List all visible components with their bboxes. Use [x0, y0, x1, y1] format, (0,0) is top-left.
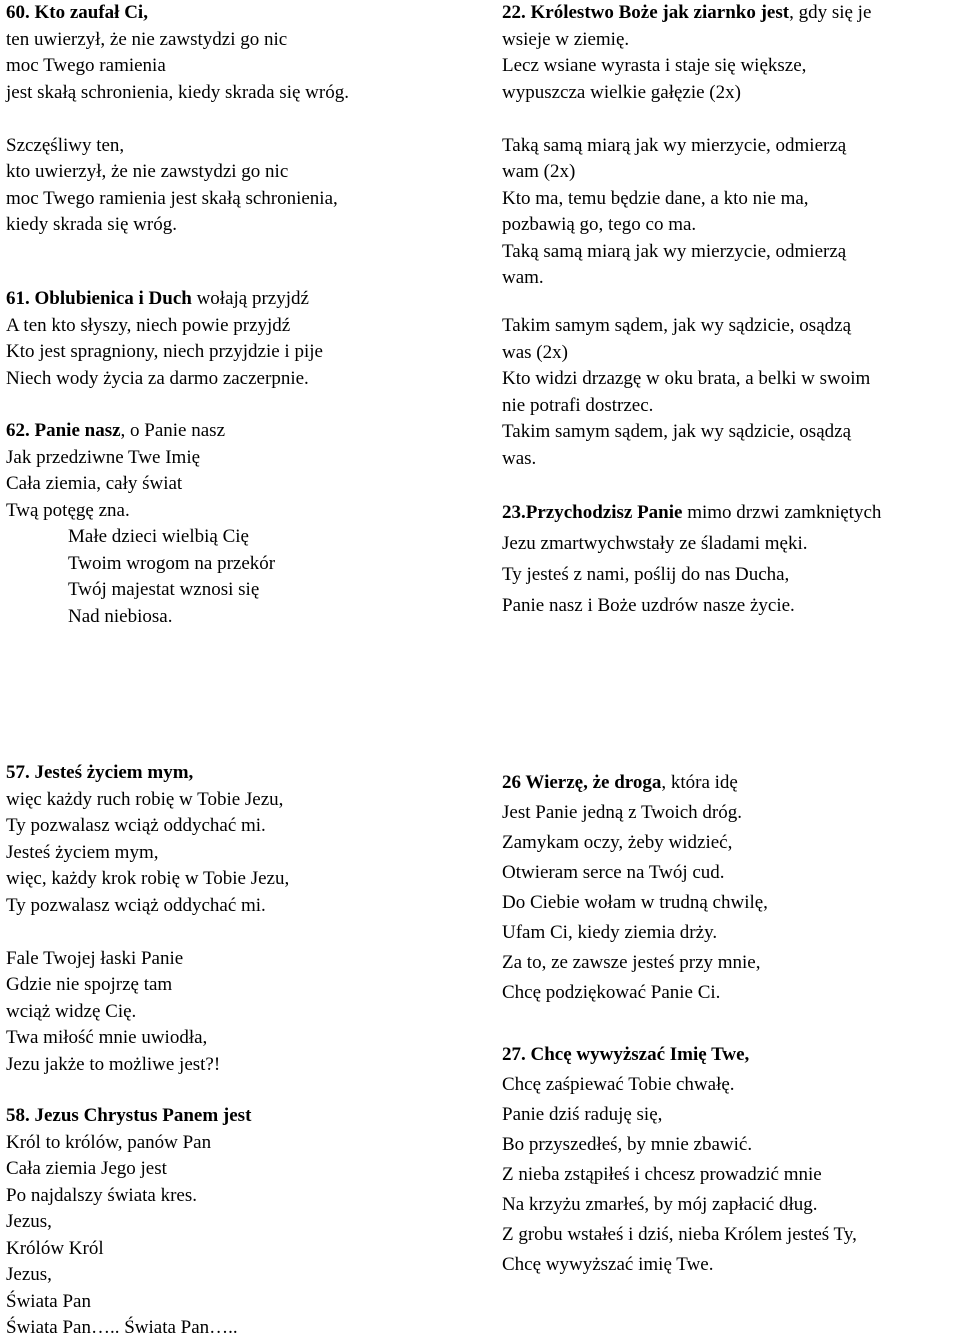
song-27: [502, 1040, 857, 1280]
song-58: [6, 1103, 251, 1342]
song-line: Z nieba zstąpiłeś i chcesz prowadzić mnie: [502, 1164, 822, 1185]
song-line: Kto jest spragniony, niech przyjdzie i pije: [6, 341, 323, 362]
song-line: Do Ciebie wołam w trudną chwilę,: [502, 892, 768, 913]
song-62-title: 62. Panie nasz, o Panie nasz: [6, 420, 226, 441]
song-23: [502, 497, 881, 621]
song-line: pozbawią go, tego co ma.: [502, 214, 697, 235]
song-line: Taką samą miarą jak wy mierzycie, odmierzą: [502, 240, 847, 262]
song-line: Ty pozwalasz wciąż oddychać mi.: [6, 815, 266, 836]
song-line: Szczęśliwy ten,: [6, 134, 125, 156]
song-line: Za to, ze zawsze jesteś przy mnie,: [502, 952, 761, 973]
song-line: wypuszcza wielkie gałęzie (2x): [502, 81, 741, 103]
song-line: Na krzyżu zmarłeś, by mój zapłacić dług.: [502, 1194, 818, 1215]
song-60: [6, 0, 349, 239]
song-line: Takim samym sądem, jak wy sądzicie, osądzą: [502, 315, 852, 336]
song-line: Król to królów, panów Pan: [6, 1131, 212, 1153]
song-line: Chcę zaśpiewać Tobie chwałę.: [502, 1074, 735, 1095]
song-62: [6, 418, 275, 630]
song-line: jest skałą schronienia, kiedy skrada się wróg.: [6, 81, 349, 103]
song-line: Otwieram serce na Twój cud.: [502, 862, 725, 883]
song-line: Panie dziś raduję się,: [502, 1104, 663, 1125]
song-line: Małe dzieci wielbią Cię: [68, 526, 249, 547]
song-line: Lecz wsiane wyrasta i staje się większe,: [502, 55, 807, 76]
song-line: A ten kto słyszy, niech powie przyjdź: [6, 314, 291, 336]
song-line: kiedy skrada się wróg.: [6, 214, 177, 235]
song-line: Ufam Ci, kiedy ziemia drży.: [502, 922, 718, 943]
song-line: Chcę podziękować Panie Ci.: [502, 982, 721, 1003]
song-line: Ty pozwalasz wciąż oddychać mi.: [6, 894, 266, 916]
song-line: Cała ziemia, cały świat: [6, 473, 183, 494]
song-line: Jest Panie jedną z Twoich dróg.: [502, 802, 742, 823]
song-60-title: 60. Kto zaufał Ci,: [6, 2, 148, 23]
song-line: Twoim wrogom na przekór: [68, 552, 276, 574]
song-line: Świata Pan….. Świata Pan…..: [6, 1317, 238, 1338]
song-line: Niech wody życia za darmo zaczerpnie.: [6, 367, 309, 389]
song-line: Kto widzi drzazgę w oku brata, a belki w swoim: [502, 368, 871, 389]
song-line: Bo przyszedłeś, by mnie zbawić.: [502, 1134, 753, 1155]
song-line: ten uwierzył, że nie zawstydzi go nic: [6, 28, 288, 50]
song-line: Taką samą miarą jak wy mierzycie, odmierzą: [502, 134, 847, 156]
song-23-title: 23.Przychodzisz Panie mimo drzwi zamkniętych: [502, 502, 882, 523]
song-line: Jezu zmartwychwstały ze śladami męki.: [502, 533, 808, 554]
song-line: Po najdalszy świata kres.: [6, 1184, 198, 1206]
song-26-title: 26 Wierzę, że droga, która idę: [502, 772, 738, 793]
song-line: Chcę wywyższać imię Twe.: [502, 1254, 714, 1275]
song-line: Jezus,: [6, 1264, 52, 1285]
song-line: Twą potęgę zna.: [6, 499, 130, 521]
song-line: Fale Twojej łaski Panie: [6, 947, 184, 969]
song-61: [6, 286, 323, 392]
song-line: Jak przedziwne Twe Imię: [6, 446, 201, 468]
song-22-title: 22. Królestwo Boże jak ziarnko jest, gdy się je: [502, 2, 872, 23]
song-27-title: 27. Chcę wywyższać Imię Twe,: [502, 1044, 750, 1065]
song-line: Twój majestat wznosi się: [68, 579, 260, 600]
song-22-part3: [502, 313, 870, 472]
song-line: Zamykam oczy, żeby widzieć,: [502, 832, 733, 853]
song-line: Jesteś życiem mym,: [6, 841, 159, 863]
song-line: Twa miłość mnie uwiodła,: [6, 1027, 208, 1048]
song-61-title: 61. Oblubienica i Duch wołają przyjdź: [6, 288, 309, 309]
song-line: moc Twego ramienia: [6, 55, 166, 76]
song-line: Ty jesteś z nami, poślij do nas Ducha,: [502, 564, 790, 585]
song-line: Królów Król: [6, 1237, 104, 1259]
song-line: was.: [502, 447, 537, 469]
song-line: Kto ma, temu będzie dane, a kto nie ma,: [502, 187, 809, 209]
song-line: Jezus,: [6, 1211, 52, 1232]
song-26: [502, 768, 768, 1008]
song-line: więc każdy ruch robię w Tobie Jezu,: [6, 788, 284, 810]
song-57-title: 57. Jesteś życiem mym,: [6, 762, 194, 783]
song-line: Takim samym sądem, jak wy sądzicie, osądzą: [502, 421, 852, 442]
song-line: wsieje w ziemię.: [502, 28, 630, 50]
song-line: wciąż widzę Cię.: [6, 1000, 137, 1022]
song-line: Nad niebiosa.: [68, 605, 173, 627]
song-line: więc, każdy krok robię w Tobie Jezu,: [6, 868, 290, 889]
song-line: Cała ziemia Jego jest: [6, 1158, 167, 1179]
song-line: Z grobu wstałeś i dziś, nieba Królem jesteś Ty,: [502, 1224, 857, 1245]
song-line: kto uwierzył, że nie zawstydzi go nic: [6, 161, 289, 182]
song-line: Jezu jakże to możliwe jest?!: [6, 1053, 221, 1075]
song-58-title: 58. Jezus Chrystus Panem jest: [6, 1105, 252, 1126]
song-line: Panie nasz i Boże uzdrów nasze życie.: [502, 595, 795, 616]
song-line: nie potrafi dostrzec.: [502, 394, 654, 416]
song-57: [6, 760, 289, 1078]
song-line: Gdzie nie spojrzę tam: [6, 974, 173, 995]
song-line: Świata Pan: [6, 1290, 91, 1312]
song-line: was (2x): [502, 341, 568, 363]
song-line: wam (2x): [502, 161, 576, 182]
song-line: moc Twego ramienia jest skałą schronienia,: [6, 187, 338, 209]
song-22: [502, 0, 871, 292]
song-line: wam.: [502, 267, 544, 288]
